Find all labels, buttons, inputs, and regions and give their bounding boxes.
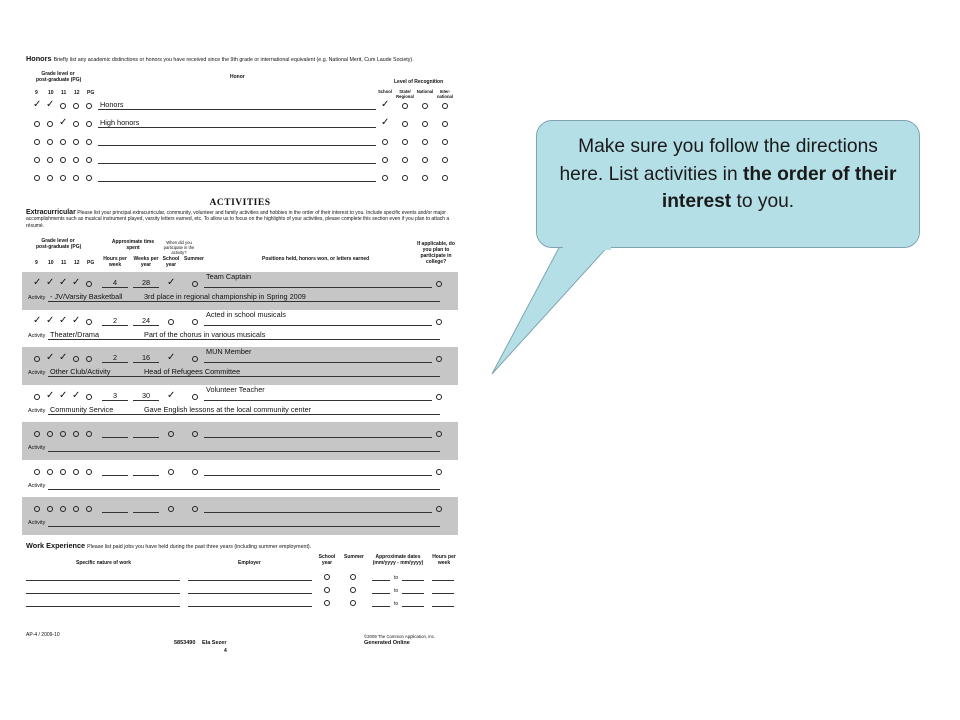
activity-weeks[interactable]: 28 [141,278,151,287]
activity-detail[interactable]: Part of the chorus in various musicals [144,329,266,339]
activity-grade-choice[interactable]: ✓ [72,314,81,326]
work-summer-header: Summer [344,554,365,560]
activity-grade-choice[interactable]: ✓ [59,314,68,326]
honors-grade-choice[interactable]: ✓ [46,99,55,110]
work-heading: Work Experience Please list paid jobs you have held during the past three years (including summer employment). [26,541,312,550]
activities-hours-header: Hours per week [103,256,127,268]
activity-label: Activity [28,370,46,376]
activity-name[interactable]: - JV/Varsity Basketball [50,292,123,301]
footer-generated: Generated Online [364,640,410,646]
activities-college-header: If applicable, do you plan to participate in college? [417,241,455,265]
activity-grade-choice[interactable]: ✓ [46,389,55,401]
activities-grade-label: 11 [61,260,67,266]
honors-grade-label: 10 [48,90,54,96]
honors-grade-choice[interactable]: ✓ [59,117,68,128]
activity-hours[interactable]: 2 [112,353,118,362]
activities-positions-header: Positions held, honors won, or letters earned [262,256,370,262]
activity-label: Activity [28,482,46,489]
activity-position[interactable]: Acted in school musicals [206,309,286,319]
honors-entry[interactable]: Honors [100,100,124,109]
activity-grade-choice[interactable]: ✓ [46,277,55,288]
honors-grade-header: Grade level or post-graduate (PG) [36,71,82,83]
activity-grade-choice[interactable]: ✓ [59,389,68,401]
activity-grade-choice[interactable]: ✓ [33,277,42,288]
work-to-label: to [394,588,399,594]
footer-page: 4 [224,648,227,654]
honors-level-choice[interactable]: ✓ [381,99,390,110]
activity-grade-choice[interactable]: ✓ [33,314,42,326]
activities-time-header: Approximate time spent [111,239,155,251]
honors-level-label: Inter- national [436,89,454,99]
work-to-label: to [394,575,399,581]
work-school-header: School year [318,554,336,566]
honors-grade-label: PG [87,90,95,96]
activity-label: Activity [28,407,46,414]
activity-position[interactable]: MUN Member [206,347,252,356]
honors-level-label: National [416,89,434,94]
activity-position[interactable]: Team Captain [206,272,252,281]
honors-heading: Honors Briefly list any academic distinctions or honors you have received since the 9th grade or international equivalent (e.g. National Merit, Cum Laude Society). [26,54,414,63]
activities-instruction: Extracurricular Please list your principal extracurricular, community, volunteer and family activities and hobbies in the order of their interest to you. Include specific events and/or major accomplishments such as musical instrument played, varsity letters earned, etc. To allow us to focus on the highlights of your activities, please complete this section even if you plan to attach a résumé. [26,209,450,229]
footer-form-code: AP-4 / 2009-10 [26,632,60,638]
footer-copyright: ©2009 The Common Application, Inc. [364,634,436,639]
activity-detail[interactable]: Gave English lessons at the local community center [144,404,312,414]
activity-grade-choice[interactable]: ✓ [46,314,55,326]
footer-id: 5853490 [174,640,196,646]
activity-position[interactable]: Volunteer Teacher [206,384,265,394]
activities-grade-label: 10 [48,260,54,266]
activities-summer-header: Summer [184,256,205,262]
honors-entry[interactable]: High honors [100,118,140,127]
activity-name[interactable]: Other Club/Activity [50,367,111,376]
activity-grade-choice[interactable]: ✓ [59,277,68,288]
honors-level-header: Level of Recognition [394,79,444,85]
work-hours-header: Hours per week [432,554,456,566]
activity-label: Activity [28,445,46,451]
honors-grade-choice[interactable]: ✓ [33,99,42,110]
activity-label: Activity [28,295,46,301]
work-employer-header: Employer [238,560,261,566]
activity-grade-choice[interactable]: ✓ [72,389,81,401]
activity-detail[interactable]: Head of Refugees Committee [144,367,241,376]
honors-level-label: State/ Regional [396,89,414,99]
honors-grade-label: 9 [35,90,38,96]
callout-text: Make sure you follow the directions here. List activities in the order of their interest to you. [559,136,897,212]
activities-grade-label: 9 [35,260,38,266]
activity-hours[interactable]: 4 [112,278,118,287]
honors-grade-label: 11 [61,90,67,96]
activity-weeks[interactable]: 16 [141,353,151,362]
activity-weeks[interactable]: 24 [141,315,151,325]
activity-label: Activity [28,520,46,526]
work-to-label: to [394,601,399,607]
activity-grade-choice[interactable]: ✓ [72,277,81,288]
activities-title: ACTIVITIES [209,198,271,208]
activity-hours[interactable]: 2 [112,315,118,325]
activity-detail[interactable]: 3rd place in regional championship in Spring 2009 [144,292,306,301]
activity-school-choice[interactable]: ✓ [167,389,176,401]
activity-name[interactable]: Theater/Drama [50,329,100,339]
activity-name[interactable]: Community Service [50,404,114,414]
activities-when-header: When did you participate in the activity? [163,240,195,255]
activities-weeks-header: Weeks per year [133,256,159,268]
activities-grade-header: Grade level or post-graduate (PG) [36,238,82,250]
activities-school-header: School year [162,256,180,268]
honors-grade-label: 12 [74,90,80,96]
activity-weeks[interactable]: 30 [141,390,151,400]
activity-grade-choice[interactable]: ✓ [46,352,55,363]
footer-name: Ela Sezer [202,640,227,646]
activity-school-choice[interactable]: ✓ [167,277,176,288]
work-dates-header: Approximate dates (mm/yyyy - mm/yyyy) [372,554,424,566]
activities-grade-label: PG [87,260,95,266]
honors-honor-header: Honor [230,74,245,80]
activity-grade-choice[interactable]: ✓ [59,352,68,363]
work-nature-header: Specific nature of work [76,560,132,566]
honors-level-choice[interactable]: ✓ [381,117,390,128]
activity-school-choice[interactable]: ✓ [167,352,176,363]
activity-hours[interactable]: 3 [112,390,118,400]
activity-label: Activity [28,332,46,339]
activities-grade-label: 12 [74,260,80,266]
honors-level-label: School [378,89,392,94]
